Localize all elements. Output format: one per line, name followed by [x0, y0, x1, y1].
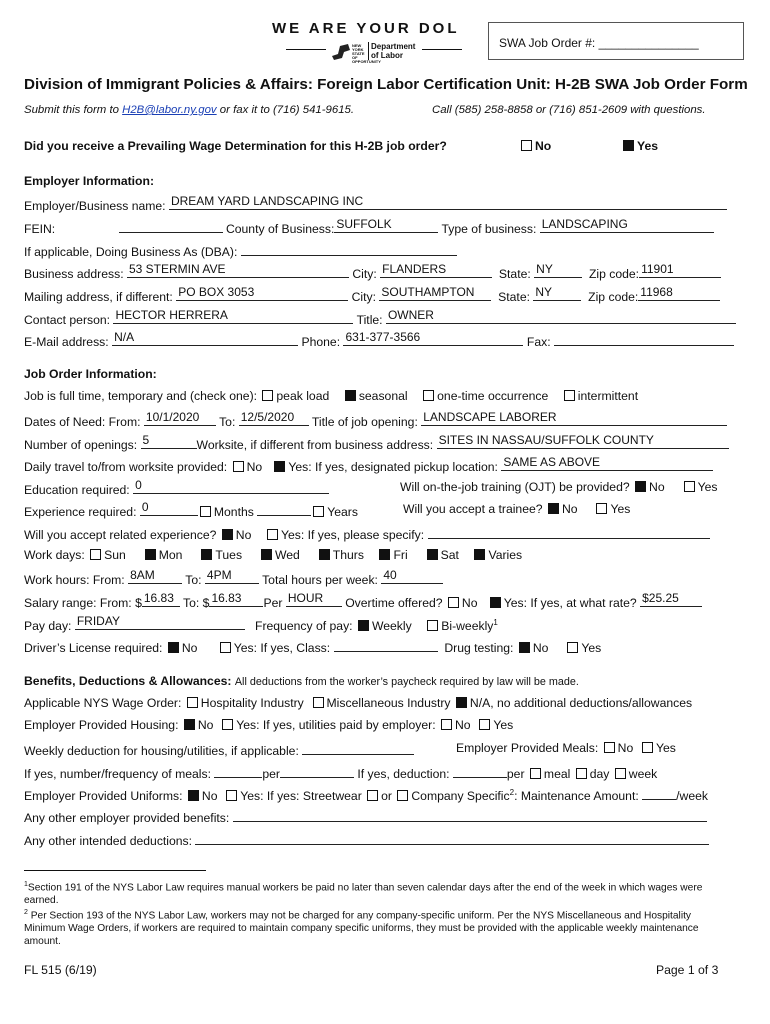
- drug-no-checkbox[interactable]: [519, 642, 530, 653]
- phone-field[interactable]: 631-377-3566: [343, 332, 523, 346]
- drug-yes-checkbox[interactable]: [567, 642, 578, 653]
- education-field[interactable]: 0: [133, 480, 329, 494]
- dba-field[interactable]: [241, 242, 457, 256]
- years-checkbox[interactable]: [313, 506, 324, 517]
- weekly-checkbox[interactable]: [358, 620, 369, 631]
- salary-to-field[interactable]: 16.83: [209, 593, 263, 607]
- company-specific-checkbox[interactable]: [397, 790, 408, 801]
- hospitality-checkbox[interactable]: [187, 697, 198, 708]
- form-title: Division of Immigrant Policies & Affairs: Foreign Labor Certification Unit: H-2B SWA Job Order Form: [24, 76, 748, 93]
- footnote-2: $^2$ Per Section 193 of the NYS Labor Law, workers may not be charged for any company-specific uniform. Per the NYS Miscellaneous and Hospitality Minimum Wage Orders, if workers are required to maintain company specific uniforms, they must be provided with the applicable weekly maintenance amount.: [24, 909, 699, 948]
- footnote-divider: [24, 870, 206, 871]
- job-order-heading: Job Order Information:: [24, 367, 157, 381]
- pay-day-field[interactable]: FRIDAY: [75, 616, 245, 630]
- uniform-no-checkbox[interactable]: [188, 790, 199, 801]
- meals-no-checkbox[interactable]: [604, 742, 615, 753]
- streetwear-checkbox[interactable]: [367, 790, 378, 801]
- related-specify-field[interactable]: [428, 525, 710, 539]
- biweekly-checkbox[interactable]: [427, 620, 438, 631]
- meals-frequency-field[interactable]: [280, 764, 354, 778]
- day-thurs-checkbox[interactable]: [319, 549, 330, 560]
- employer-heading: Employer Information:: [24, 174, 155, 188]
- footnote-1: $^1$Section 191 of the NYS Labor Law requires manual workers be paid no later than seven calendar days after the end of the week in which wages were earned.: [24, 881, 703, 907]
- trainee-yes-checkbox[interactable]: [596, 503, 607, 514]
- related-no-checkbox[interactable]: [222, 529, 233, 540]
- overtime-rate-field[interactable]: $25.25: [640, 593, 702, 607]
- business-type-field[interactable]: LANDSCAPING: [540, 219, 714, 233]
- travel-yes-checkbox[interactable]: [274, 461, 285, 472]
- call-line: Call (585) 258-8858 or (716) 851-2609 with questions.: [432, 104, 706, 116]
- day-sat-checkbox[interactable]: [427, 549, 438, 560]
- city-field[interactable]: FLANDERS: [380, 264, 492, 278]
- other-benefits-field[interactable]: [233, 808, 707, 822]
- miscellaneous-checkbox[interactable]: [313, 697, 324, 708]
- date-to-field[interactable]: 12/5/2020: [239, 412, 309, 426]
- license-no-checkbox[interactable]: [168, 642, 179, 653]
- day-fri-checkbox[interactable]: [379, 549, 390, 560]
- hours-to-field[interactable]: 4PM: [205, 570, 259, 584]
- ojt-no-checkbox[interactable]: [635, 481, 646, 492]
- related-yes-checkbox[interactable]: [267, 529, 278, 540]
- worksite-field[interactable]: SITES IN NASSAU/SUFFOLK COUNTY: [437, 435, 729, 449]
- meals-number-field[interactable]: [214, 764, 262, 778]
- na-checkbox[interactable]: [456, 697, 467, 708]
- housing-deduction-field[interactable]: [302, 741, 414, 755]
- per-day-checkbox[interactable]: [576, 768, 587, 779]
- intermittent-checkbox[interactable]: [564, 390, 575, 401]
- salary-per-field[interactable]: HOUR: [286, 593, 342, 607]
- openings-field[interactable]: 5: [141, 435, 197, 449]
- mailing-zip-field[interactable]: 11968: [638, 287, 720, 301]
- meal-deduction-field[interactable]: [453, 764, 507, 778]
- license-yes-checkbox[interactable]: [220, 642, 231, 653]
- business-address-field[interactable]: 53 STERMIN AVE: [127, 264, 349, 278]
- experience-months-field[interactable]: 0: [140, 502, 198, 516]
- county-field[interactable]: SUFFOLK: [334, 219, 438, 233]
- day-mon-checkbox[interactable]: [145, 549, 156, 560]
- job-title-field[interactable]: LANDSCAPE LABORER: [421, 412, 727, 426]
- months-checkbox[interactable]: [200, 506, 211, 517]
- ny-state-icon: [330, 42, 352, 62]
- benefits-heading: Benefits, Deductions & Allowances:: [24, 674, 232, 688]
- license-class-field[interactable]: [334, 638, 438, 652]
- pwd-yes-checkbox[interactable]: [623, 140, 634, 151]
- per-meal-checkbox[interactable]: [530, 768, 541, 779]
- ojt-yes-checkbox[interactable]: [684, 481, 695, 492]
- per-week-checkbox[interactable]: [615, 768, 626, 779]
- pickup-location-field[interactable]: SAME AS ABOVE: [501, 457, 713, 471]
- housing-yes-checkbox[interactable]: [222, 719, 233, 730]
- swa-job-order-box[interactable]: SWA Job Order #: _______________: [488, 22, 744, 60]
- travel-no-checkbox[interactable]: [233, 461, 244, 472]
- dol-brand: WE ARE YOUR DOL: [272, 20, 460, 37]
- date-from-field[interactable]: 10/1/2020: [144, 412, 216, 426]
- email-link[interactable]: H2B@labor.ny.gov: [122, 104, 217, 116]
- pwd-question: Did you receive a Prevailing Wage Determination for this H-2B job order?: [24, 139, 447, 153]
- one-time-checkbox[interactable]: [423, 390, 434, 401]
- utilities-yes-checkbox[interactable]: [479, 719, 490, 730]
- state-field[interactable]: NY: [534, 264, 582, 278]
- utilities-no-checkbox[interactable]: [441, 719, 452, 730]
- other-deductions-field[interactable]: [195, 831, 709, 845]
- seasonal-checkbox[interactable]: [345, 390, 356, 401]
- maintenance-amount-field[interactable]: [642, 786, 676, 800]
- trainee-no-checkbox[interactable]: [548, 503, 559, 514]
- experience-years-field[interactable]: [257, 502, 311, 516]
- employer-name-field[interactable]: DREAM YARD LANDSCAPING INC: [169, 196, 727, 210]
- mailing-city-field[interactable]: SOUTHAMPTON: [379, 287, 491, 301]
- peak-load-checkbox[interactable]: [262, 390, 273, 401]
- page-number: Page 1 of 3: [656, 963, 719, 977]
- submit-line: Submit this form to H2B@labor.ny.gov or fax it to (716) 541-9615.: [24, 104, 355, 116]
- dol-logo: NEW YORK STATE OF OPPORTUNITY Department of Labor: [286, 42, 462, 62]
- contact-person-field[interactable]: HECTOR HERRERA: [113, 310, 353, 324]
- form-number: FL 515 (6/19): [24, 963, 97, 977]
- day-wed-checkbox[interactable]: [261, 549, 272, 560]
- day-sun-checkbox[interactable]: [90, 549, 101, 560]
- hours-from-field[interactable]: 8AM: [128, 570, 182, 584]
- fein-field[interactable]: [119, 219, 223, 233]
- email-field[interactable]: N/A: [112, 332, 298, 346]
- benefits-note: All deductions from the worker’s paycheck required by law will be made.: [234, 676, 579, 688]
- total-hours-field[interactable]: 40: [381, 570, 443, 584]
- overtime-yes-checkbox[interactable]: [490, 597, 501, 608]
- zip-field[interactable]: 11901: [639, 264, 721, 278]
- meals-yes-checkbox[interactable]: [642, 742, 653, 753]
- pwd-no-checkbox[interactable]: [521, 140, 532, 151]
- contact-title-field[interactable]: OWNER: [386, 310, 736, 324]
- day-tues-checkbox[interactable]: [201, 549, 212, 560]
- salary-from-field[interactable]: 16.83: [142, 593, 180, 607]
- housing-no-checkbox[interactable]: [184, 719, 195, 730]
- uniform-yes-checkbox[interactable]: [226, 790, 237, 801]
- mailing-state-field[interactable]: NY: [533, 287, 581, 301]
- mailing-address-field[interactable]: PO BOX 3053: [176, 287, 348, 301]
- fax-field[interactable]: [554, 332, 734, 346]
- day-varies-checkbox[interactable]: [474, 549, 485, 560]
- overtime-no-checkbox[interactable]: [448, 597, 459, 608]
